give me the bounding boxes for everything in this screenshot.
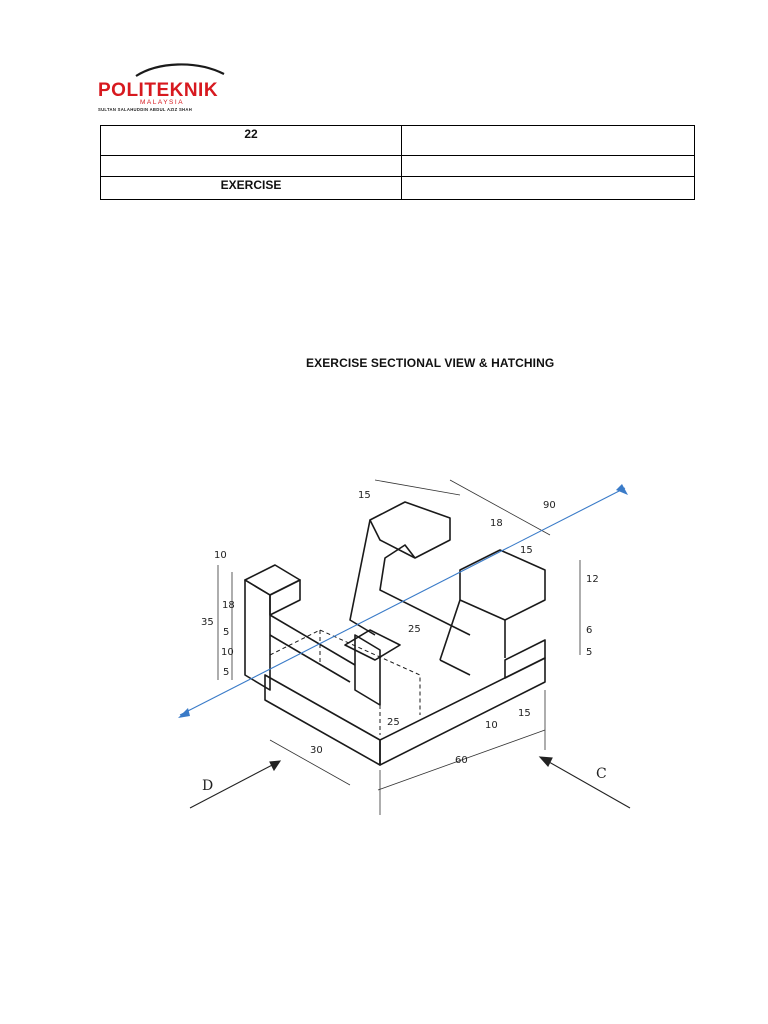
right-block (460, 550, 545, 620)
info-cell-blank (402, 126, 695, 156)
info-cell-exercise: EXERCISE (101, 177, 402, 200)
info-table-row (101, 177, 695, 200)
dim-label: 10 (214, 550, 227, 561)
svg-text:MALAYSIA: MALAYSIA (140, 99, 185, 106)
cutting-plane-arrow-start (178, 708, 190, 718)
dim-label: 10 (221, 647, 234, 658)
info-table (100, 125, 695, 200)
dim-label: 25 (387, 717, 400, 728)
dim-label: 12 (586, 574, 599, 585)
view-arrow-c (540, 757, 552, 766)
view-arrows (190, 757, 630, 808)
dim-label: 18 (490, 518, 503, 529)
info-cell-number: 22 (101, 126, 402, 156)
dim-label: 6 (586, 625, 593, 636)
politeknik-logo (96, 62, 238, 112)
dim-label: 35 (201, 617, 214, 628)
dim-label: 60 (455, 755, 468, 766)
dim-label: 30 (310, 745, 323, 756)
isometric-drawing-svg (150, 450, 640, 840)
dim-label: 18 (222, 600, 235, 611)
svg-text:POLITEKNIK: POLITEKNIK (98, 80, 219, 101)
info-cell-blank (101, 156, 402, 177)
info-table-row (101, 156, 695, 177)
info-cell-blank (402, 156, 695, 177)
view-label-c: C (596, 766, 607, 782)
cutting-plane-arrow-end (616, 484, 628, 495)
politeknik-logo-graphic (96, 62, 238, 112)
info-cell-blank (402, 177, 695, 200)
view-label-d: D (202, 778, 214, 794)
dim-label: 5 (586, 647, 593, 658)
dim-label: 90 (543, 500, 556, 511)
right-step (505, 640, 545, 678)
isometric-drawing (150, 450, 640, 840)
center-block-front (355, 635, 380, 705)
svg-text:SULTAN SALAHUDDIN ABDUL AZIZ S: SULTAN SALAHUDDIN ABDUL AZIZ SHAH (98, 107, 193, 112)
dim-label: 15 (518, 708, 531, 719)
left-step-face (270, 580, 300, 615)
dim-label: 5 (223, 667, 230, 678)
page-title: EXERCISE SECTIONAL VIEW & HATCHING (306, 356, 555, 370)
left-upright-top (245, 565, 300, 595)
dim-label: 15 (358, 490, 371, 501)
view-arrow-d (270, 761, 280, 770)
dim-label: 15 (520, 545, 533, 556)
dim-label: 10 (485, 720, 498, 731)
left-upright-front (245, 580, 270, 690)
dim-label: 25 (408, 624, 421, 635)
info-table-row (101, 126, 695, 156)
dim-label: 5 (223, 627, 230, 638)
rear-piece-top (370, 502, 450, 558)
